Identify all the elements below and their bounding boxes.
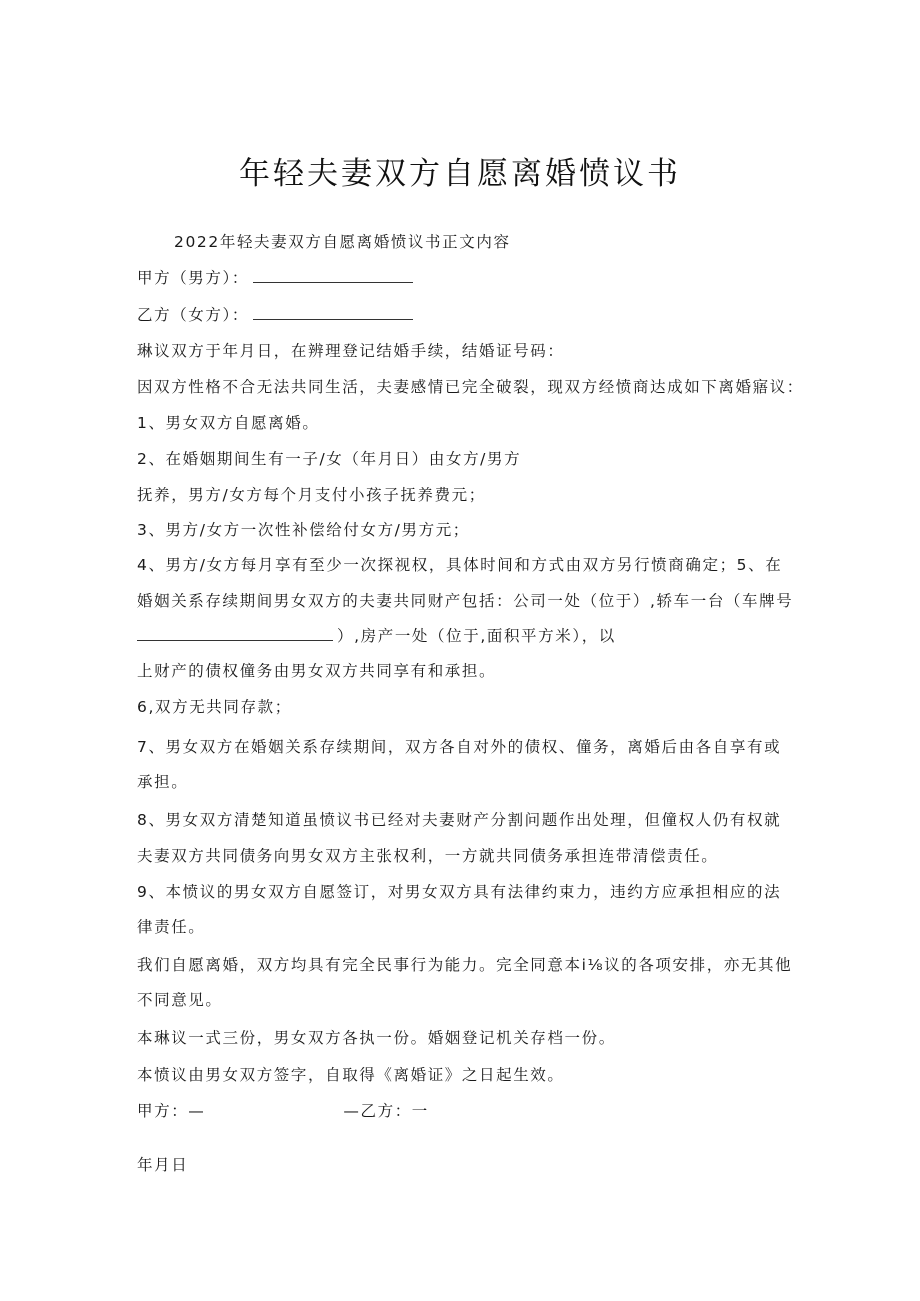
subtitle: 2022年轻夫妻双方自愿离婚愤议书正文内容 bbox=[174, 233, 511, 251]
party-a-line bbox=[137, 268, 413, 288]
paragraph-effective: 本愤议由男女双方签字，自取得《离婚证》之日起生效。 bbox=[137, 1066, 565, 1084]
clause-5-line-3: 上财产的债权僮务由男女双方共同享有和承担。 bbox=[137, 662, 497, 680]
paragraph-marriage-registration: 琳议双方于年月日，在辨理登记结婚手续，结婚证号码： bbox=[137, 342, 565, 360]
clause-7-line-1: 7、男女双方在婚姻关系存续期间，双方各自对外的债权、僮务，离婚后由各自享有或 bbox=[137, 738, 782, 756]
license-plate-blank bbox=[137, 626, 333, 641]
clause-4-line-1: 4、男方/女方每月享有至少一次探视权，具体时间和方式由双方另行愤商确定；5、在 bbox=[137, 556, 783, 574]
clause-3: 3、男方/女方一次性补偿给付女方/男方元； bbox=[137, 521, 470, 539]
party-b-line bbox=[137, 305, 413, 325]
clause-8-line-2: 夫妻双方共同债务向男女双方主张权利，一方就共同债务承担连带清偿责任。 bbox=[137, 847, 719, 865]
clause-5-line-1: 婚姻关系存续期间男女双方的夫妻共同财产包括：公司一处（位于）,轿车一台（车牌号 bbox=[137, 592, 794, 610]
paragraph-reason: 因双方性格不合无法共同生活，夫妻感情已完全破裂，现双方经愤商达成如下离婚寤议： bbox=[137, 378, 804, 396]
clause-7-line-2: 承担。 bbox=[137, 773, 189, 791]
party-a-label: 甲方（男方）： bbox=[137, 269, 249, 287]
document-title: 年轻夫妻双方自愿离婚愤议书 bbox=[239, 156, 681, 192]
clause-2-line-2: 抚养，男方/女方每个月支付小孩子抚养费元； bbox=[137, 486, 486, 504]
paragraph-copies: 本琳议一式三份，男女双方各执一份。婚姻登记机关存档一份。 bbox=[137, 1029, 616, 1047]
clause-6: 6,双方无共同存款； bbox=[137, 698, 292, 716]
clause-2-line-1: 2、在婚姻期间生有一子/女（年月日）由女方/男方 bbox=[137, 450, 522, 468]
party-a-blank bbox=[253, 268, 413, 283]
paragraph-consent-line-2: 不同意见。 bbox=[137, 991, 223, 1009]
clause-5-line-2-text: ）,房产一处（位于,面积平方米），以 bbox=[337, 627, 616, 645]
signature-party-b: —乙方：一 bbox=[343, 1102, 429, 1120]
clause-5-line-2 bbox=[137, 626, 616, 646]
clause-9-line-2: 律责任。 bbox=[137, 918, 206, 936]
signature-party-a: 甲方：— bbox=[137, 1102, 206, 1120]
signature-line bbox=[137, 1101, 429, 1121]
clause-9-line-1: 9、本愤议的男女双方自愿签订，对男女双方具有法律约束力，违约方应承担相应的法 bbox=[137, 883, 782, 901]
date-line: 年月日 bbox=[137, 1156, 189, 1174]
paragraph-consent-line-1: 我们自愿离婚，双方均具有完全民事行为能力。完全同意本i⅛议的各项安排，亦无其他 bbox=[137, 956, 793, 974]
clause-1: 1、男女双方自愿离婚。 bbox=[137, 414, 320, 432]
party-b-label: 乙方（女方）： bbox=[137, 306, 249, 324]
party-b-blank bbox=[253, 305, 413, 320]
clause-8-line-1: 8、男女双方清楚知道虽愤议书已经对夫妻财产分割问题作出处理，但僮权人仍有权就 bbox=[137, 811, 782, 829]
